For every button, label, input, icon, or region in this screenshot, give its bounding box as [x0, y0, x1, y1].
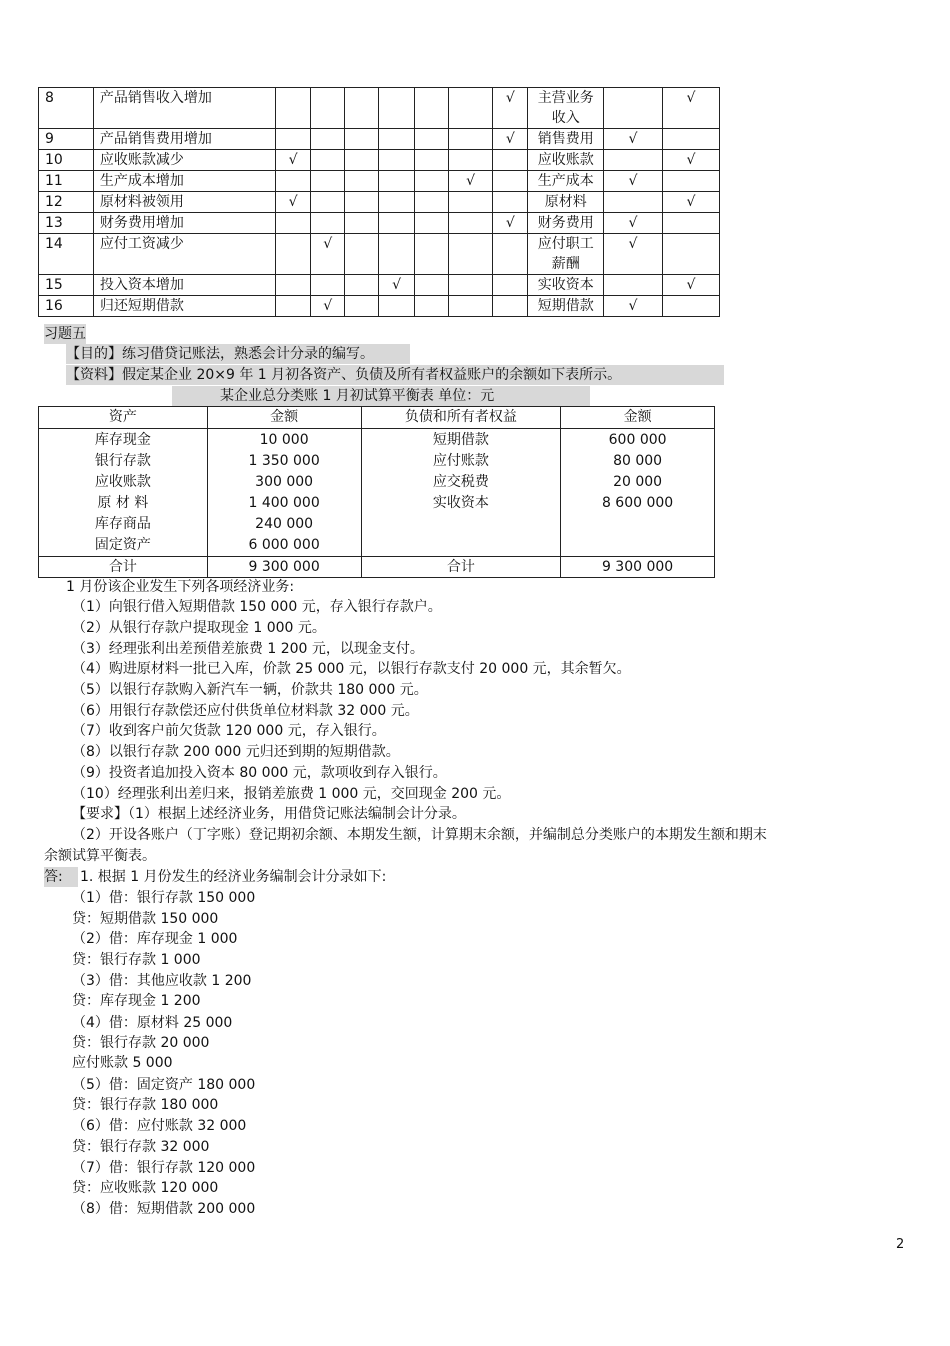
- transaction-item: （1）向银行借入短期借款 150 000 元，存入银行存款户。: [72, 599, 442, 615]
- transaction-item: （9）投资者追加投入资本 80 000 元，款项收到存入银行。: [72, 765, 447, 781]
- entry-line: （3）借：其他应收款 1 200: [72, 973, 252, 989]
- asset-name: 银行存款: [94, 453, 151, 469]
- type-mark-cell: [345, 150, 379, 171]
- type-mark-cell: [345, 296, 379, 317]
- asset-amount: 10 000: [259, 432, 309, 448]
- table-row: [39, 275, 720, 296]
- type-mark-cell: [448, 275, 493, 296]
- page-number: 2: [896, 1237, 905, 1252]
- type-mark-cell: [345, 88, 379, 129]
- type-mark-cell: [379, 150, 414, 171]
- debit-mark: [604, 88, 663, 129]
- table-row: [39, 234, 720, 275]
- entry-line: （6）借：应付账款 32 000: [72, 1118, 247, 1134]
- type-mark-cell: [379, 213, 414, 234]
- type-mark-cell: √: [493, 129, 528, 150]
- type-mark-cell: [275, 234, 310, 275]
- row-description: 产品销售费用增加: [93, 129, 275, 150]
- type-mark-cell: [345, 234, 379, 275]
- type-mark-cell: [275, 129, 310, 150]
- type-mark-cell: [345, 275, 379, 296]
- credit-mark: [663, 234, 720, 275]
- asset-name: 固定资产: [94, 537, 151, 553]
- account-name-line: 主营业务: [537, 90, 594, 106]
- debit-mark: [604, 275, 663, 296]
- entry-line: 应付账款 5 000: [72, 1055, 173, 1071]
- account-name: [528, 213, 604, 234]
- table-caption: 某企业总分类账 1 月初试算平衡表 单位：元: [172, 386, 590, 406]
- debit-mark: √: [604, 296, 663, 317]
- trial-balance-table: [38, 406, 715, 578]
- transaction-item: （7）收到客户前欠货款 120 000 元，存入银行。: [72, 723, 386, 739]
- asset-amount: 300 000: [255, 474, 314, 490]
- table-row: [39, 150, 720, 171]
- liability-amount-list: [561, 429, 715, 557]
- transaction-item: （4）购进原材料一批已入库，价款 25 000 元，以银行存款支付 20 000 元，其余暂欠。: [72, 661, 631, 677]
- type-mark-cell: [414, 88, 448, 129]
- row-number: 10: [39, 150, 94, 171]
- entry-line: 贷：银行存款 20 000: [72, 1035, 210, 1051]
- liability-name: 应付账款: [432, 453, 489, 469]
- account-name-line: 销售费用: [537, 131, 594, 147]
- type-mark-cell: [414, 129, 448, 150]
- row-number: 9: [39, 129, 94, 150]
- type-mark-cell: [448, 234, 493, 275]
- account-name: [528, 171, 604, 192]
- debit-mark: √: [604, 129, 663, 150]
- row-number: 11: [39, 171, 94, 192]
- row-number: 16: [39, 296, 94, 317]
- type-mark-cell: [311, 275, 345, 296]
- account-name-line: 生产成本: [537, 173, 594, 189]
- asset-name: 应收账款: [94, 474, 151, 490]
- header-amount: 金额: [207, 407, 361, 429]
- type-mark-cell: [414, 171, 448, 192]
- asset-amount: 6 000 000: [248, 537, 320, 553]
- asset-amount-list: [207, 429, 361, 557]
- debit-mark: √: [604, 171, 663, 192]
- type-mark-cell: [448, 296, 493, 317]
- type-mark-cell: [379, 234, 414, 275]
- requirement-2-cont: 余额试算平衡表。: [44, 848, 156, 864]
- table-row: [39, 213, 720, 234]
- type-mark-cell: [345, 192, 379, 213]
- type-mark-cell: [379, 88, 414, 129]
- requirement-1: 【要求】（1）根据上述经济业务，用借贷记账法编制会计分录。: [72, 806, 466, 822]
- type-mark-cell: [414, 296, 448, 317]
- credit-mark: √: [663, 88, 720, 129]
- debit-mark: √: [604, 234, 663, 275]
- asset-name: 库存现金: [94, 432, 151, 448]
- type-mark-cell: [311, 213, 345, 234]
- credit-mark: √: [663, 150, 720, 171]
- type-mark-cell: [275, 296, 310, 317]
- entry-line: （4）借：原材料 25 000: [72, 1015, 233, 1031]
- account-name-line: 收入: [551, 110, 580, 126]
- liability-amount: 80 000: [613, 453, 663, 469]
- transaction-item: （8）以银行存款 200 000 元归还到期的短期借款。: [72, 744, 400, 760]
- table-row: [39, 192, 720, 213]
- row-description: 投入资本增加: [93, 275, 275, 296]
- type-mark-cell: [345, 171, 379, 192]
- account-name: [528, 150, 604, 171]
- row-description: 应收账款减少: [93, 150, 275, 171]
- type-mark-cell: [379, 296, 414, 317]
- body-intro: 1 月份该企业发生下列各项经济业务:: [66, 579, 295, 595]
- entry-line: 贷：库存现金 1 200: [72, 993, 201, 1009]
- account-name-line: 原材料: [544, 194, 587, 210]
- liability-list: [361, 429, 561, 557]
- table-row: [39, 88, 720, 129]
- type-mark-cell: √: [275, 192, 310, 213]
- type-mark-cell: √: [493, 88, 528, 129]
- credit-mark: [663, 129, 720, 150]
- type-mark-cell: [493, 150, 528, 171]
- header-assets: 资产: [39, 407, 208, 429]
- entry-line: 贷：银行存款 32 000: [72, 1139, 210, 1155]
- header-liabilities: 负债和所有者权益: [361, 407, 561, 429]
- liability-name: 实收资本: [432, 495, 489, 511]
- total-assets: 9 300 000: [207, 557, 361, 578]
- type-mark-cell: [448, 129, 493, 150]
- type-mark-cell: [414, 234, 448, 275]
- asset-amount: 1 400 000: [248, 495, 320, 511]
- account-name-line: 应收账款: [537, 152, 594, 168]
- type-mark-cell: √: [311, 234, 345, 275]
- entry-line: 贷：短期借款 150 000: [72, 911, 219, 927]
- account-name: [528, 275, 604, 296]
- debit-mark: √: [604, 213, 663, 234]
- table-row: [39, 129, 720, 150]
- material-line: 【资料】假定某企业 20×9 年 1 月初各资产、负债及所有者权益账户的余额如下表所示。: [66, 365, 724, 385]
- total-label: 合计: [39, 557, 208, 578]
- type-mark-cell: [275, 171, 310, 192]
- table-row: [39, 296, 720, 317]
- purpose-line: 【目的】练习借贷记账法，熟悉会计分录的编写。: [66, 344, 410, 364]
- answer-intro: 1. 根据 1 月份发生的经济业务编制会计分录如下:: [80, 869, 387, 885]
- type-mark-cell: [345, 129, 379, 150]
- type-mark-cell: [275, 275, 310, 296]
- entry-line: （5）借：固定资产 180 000: [72, 1077, 256, 1093]
- type-mark-cell: [311, 88, 345, 129]
- type-mark-cell: [414, 213, 448, 234]
- type-mark-cell: [493, 192, 528, 213]
- total-liabilities: 9 300 000: [561, 557, 715, 578]
- account-name-line: 财务费用: [537, 215, 594, 231]
- liability-amount: 20 000: [613, 474, 663, 490]
- account-name-line: 应付职工: [537, 236, 594, 252]
- type-mark-cell: [275, 88, 310, 129]
- debit-mark: [604, 192, 663, 213]
- row-number: 13: [39, 213, 94, 234]
- account-name: [528, 234, 604, 275]
- account-name-line: 薪酬: [551, 256, 580, 272]
- credit-mark: √: [663, 192, 720, 213]
- credit-mark: [663, 171, 720, 192]
- type-mark-cell: [414, 150, 448, 171]
- row-number: 8: [39, 88, 94, 129]
- type-mark-cell: √: [379, 275, 414, 296]
- transaction-item: （6）用银行存款偿还应付供货单位材料款 32 000 元。: [72, 703, 419, 719]
- type-mark-cell: [414, 192, 448, 213]
- entry-line: （1）借：银行存款 150 000: [72, 890, 256, 906]
- credit-mark: √: [663, 275, 720, 296]
- account-name: [528, 296, 604, 317]
- requirement-2: （2）开设各账户（丁字账）登记期初余额、本期发生额，计算期末余额，并编制总分类账户的本期发生额和期末: [72, 827, 767, 843]
- liability-amount: 600 000: [608, 432, 667, 448]
- row-description: 产品销售收入增加: [93, 88, 275, 129]
- credit-mark: [663, 296, 720, 317]
- type-mark-cell: [448, 213, 493, 234]
- type-mark-cell: [311, 129, 345, 150]
- row-description: 应付工资减少: [93, 234, 275, 275]
- type-mark-cell: [493, 275, 528, 296]
- total-label: 合计: [361, 557, 561, 578]
- account-name: [528, 88, 604, 129]
- type-mark-cell: [379, 129, 414, 150]
- type-mark-cell: [493, 296, 528, 317]
- liability-name: 短期借款: [432, 432, 489, 448]
- entry-line: （8）借：短期借款 200 000: [72, 1201, 256, 1217]
- table-row: [39, 171, 720, 192]
- transaction-item: （5）以银行存款购入新汽车一辆，价款共 180 000 元。: [72, 682, 428, 698]
- type-mark-cell: √: [275, 150, 310, 171]
- row-number: 14: [39, 234, 94, 275]
- answer-label: 答:: [44, 867, 78, 887]
- exercise-title: 习题五: [44, 326, 86, 342]
- type-mark-cell: √: [493, 213, 528, 234]
- transaction-item: （10）经理张利出差归来，报销差旅费 1 000 元，交回现金 200 元。: [72, 786, 511, 802]
- type-mark-cell: [379, 192, 414, 213]
- header-amount: 金额: [561, 407, 715, 429]
- entry-line: 贷：银行存款 180 000: [72, 1097, 219, 1113]
- entry-line: 贷：银行存款 1 000: [72, 952, 201, 968]
- type-mark-cell: [493, 171, 528, 192]
- asset-name: 库存商品: [94, 516, 151, 532]
- type-mark-cell: √: [311, 296, 345, 317]
- entry-line: （2）借：库存现金 1 000: [72, 931, 238, 947]
- account-name-line: 实收资本: [537, 277, 594, 293]
- row-description: 生产成本增加: [93, 171, 275, 192]
- liability-name: 应交税费: [432, 474, 489, 490]
- type-mark-cell: [414, 275, 448, 296]
- asset-amount: 1 350 000: [248, 453, 320, 469]
- account-name-line: 短期借款: [537, 298, 594, 314]
- row-description: 原材料被领用: [93, 192, 275, 213]
- type-mark-cell: [448, 150, 493, 171]
- asset-list: [39, 429, 208, 557]
- row-description: 财务费用增加: [93, 213, 275, 234]
- type-mark-cell: [311, 150, 345, 171]
- debit-mark: [604, 150, 663, 171]
- row-description: 归还短期借款: [93, 296, 275, 317]
- type-mark-cell: [493, 234, 528, 275]
- type-mark-cell: [311, 192, 345, 213]
- account-name: [528, 192, 604, 213]
- transaction-item: （3）经理张利出差预借差旅费 1 200 元，以现金支付。: [72, 641, 424, 657]
- entry-analysis-table: [38, 87, 720, 317]
- row-number: 15: [39, 275, 94, 296]
- type-mark-cell: √: [448, 171, 493, 192]
- row-number: 12: [39, 192, 94, 213]
- credit-mark: [663, 213, 720, 234]
- type-mark-cell: [448, 88, 493, 129]
- type-mark-cell: [275, 213, 310, 234]
- liability-amount: 8 600 000: [601, 495, 674, 511]
- entry-line: 贷：应收账款 120 000: [72, 1180, 219, 1196]
- account-name: [528, 129, 604, 150]
- asset-name: 原 材 料: [97, 495, 149, 511]
- type-mark-cell: [379, 171, 414, 192]
- type-mark-cell: [345, 213, 379, 234]
- transaction-item: （2）从银行存款户提取现金 1 000 元。: [72, 620, 326, 636]
- type-mark-cell: [311, 171, 345, 192]
- type-mark-cell: [448, 192, 493, 213]
- asset-amount: 240 000: [255, 516, 314, 532]
- entry-line: （7）借：银行存款 120 000: [72, 1160, 256, 1176]
